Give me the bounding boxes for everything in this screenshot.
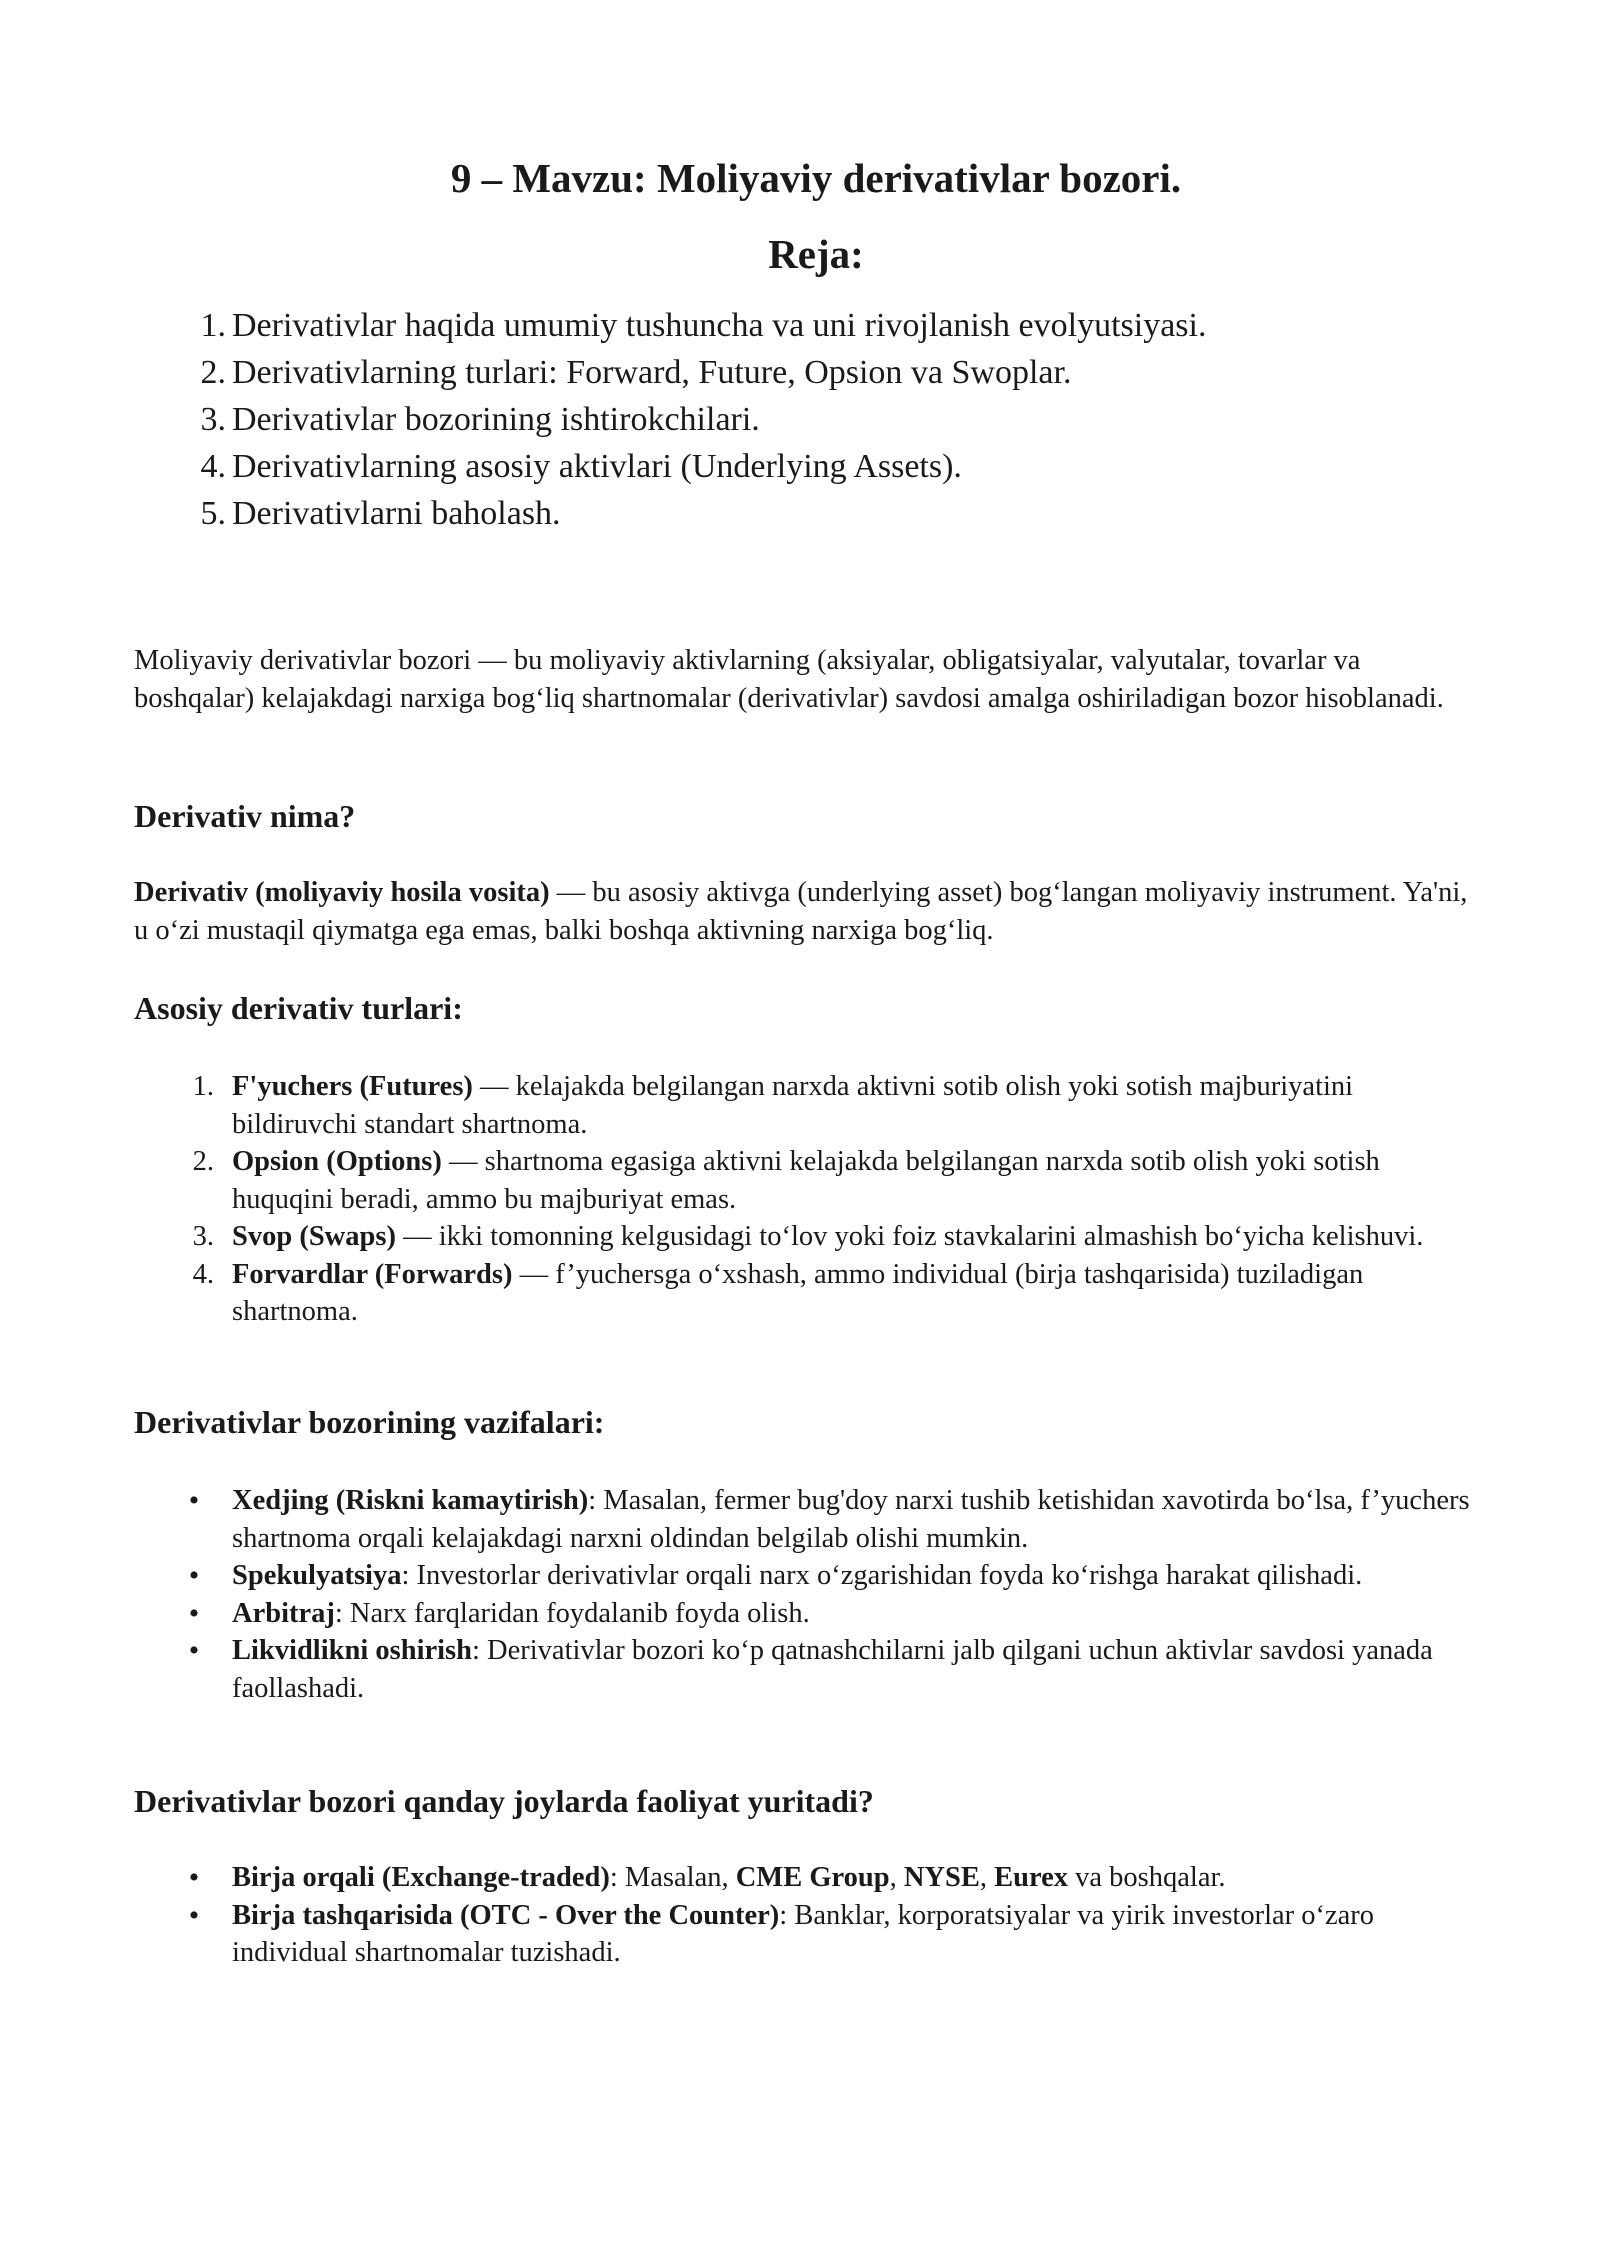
- list-item-text: — f’yuchersga o‘xshash, ammo individual (birja tashqarisida) tuziladigan shartnoma.: [232, 1258, 1364, 1327]
- list-item-text: : Masalan, fermer bug'doy narxi tushib ketishidan xavotirda bo‘lsa, f’yuchers shartnoma orqali kelajakdagi narxni oldindan belgilab olishi mumkin.: [232, 1485, 1470, 1554]
- section-heading-venues: Derivativlar bozori qanday joylarda faoliyat yuritadi?: [134, 1783, 874, 1819]
- plan-item-number: 4.: [200, 448, 226, 485]
- types-list: [134, 1068, 1474, 1331]
- list-item-number: 2.: [192, 1146, 214, 1177]
- plan-item-text: Derivativlarning asosiy aktivlari (Underlying Assets).: [232, 448, 962, 485]
- definition-text: — bu asosiy aktivga (underlying asset) bog‘langan moliyaviy instrument. Ya'ni, u o‘zi mustaqil qiymatga ega emas, balki boshqa aktivning narxiga bog‘liq.: [134, 877, 1468, 946]
- plan-list: [150, 302, 1206, 537]
- list-item: [134, 1595, 1474, 1633]
- venues-list: [134, 1859, 1474, 1972]
- list-item: [134, 1068, 1474, 1143]
- separator: ,: [889, 1862, 904, 1893]
- definition-paragraph: [134, 874, 1474, 949]
- list-item-text: : Masalan,: [609, 1862, 736, 1893]
- exchange-name: Eurex: [994, 1862, 1069, 1893]
- plan-item: [150, 396, 1206, 443]
- list-item: [134, 1897, 1474, 1972]
- list-item: [134, 1632, 1474, 1707]
- plan-item-number: 5.: [200, 495, 226, 532]
- plan-item-text: Derivativlarning turlari: Forward, Future, Opsion va Swoplar.: [232, 354, 1072, 391]
- list-item-term: Forvardlar (Forwards): [232, 1258, 513, 1290]
- list-item-term: Svop (Swaps): [232, 1221, 396, 1252]
- plan-item-number: 1.: [200, 307, 226, 344]
- section-heading-types: Asosiy derivativ turlari:: [134, 990, 463, 1026]
- list-item: [134, 1557, 1474, 1595]
- plan-item-text: Derivativlar bozorining ishtirokchilari.: [232, 401, 760, 438]
- separator: ,: [979, 1862, 995, 1893]
- plan-item-text: Derivativlar haqida umumiy tushuncha va uni rivojlanish evolyutsiyasi.: [232, 307, 1207, 344]
- list-item-number: 3.: [192, 1221, 214, 1252]
- plan-item: [150, 302, 1206, 349]
- list-item-term: Arbitraj: [232, 1597, 335, 1629]
- bullet-icon: •: [188, 1484, 200, 1517]
- exchange-name: CME Group: [735, 1862, 890, 1893]
- bullet-icon: •: [188, 1559, 200, 1592]
- plan-item: [150, 349, 1206, 396]
- plan-item-text: Derivativlarni baholash.: [232, 495, 561, 532]
- section-heading-functions: Derivativlar bozorining vazifalari:: [134, 1404, 605, 1440]
- list-item: [134, 1218, 1474, 1256]
- list-item-text: : Banklar, korporatsiyalar va yirik investorlar o‘zaro individual shartnomalar tuzishadi.: [232, 1899, 1375, 1968]
- plan-item: [150, 490, 1206, 537]
- list-item-term: Spekulyatsiya: [232, 1560, 402, 1591]
- functions-list: [134, 1482, 1474, 1707]
- definition-term: Derivativ (moliyaviy hosila vosita): [134, 877, 550, 908]
- list-item-text: — shartnoma egasiga aktivni kelajakda belgilangan narxda sotib olish yoki sotish huquqini beradi, ammo bu majburiyat emas.: [232, 1146, 1380, 1215]
- intro-paragraph: Moliyaviy derivativlar bozori — bu moliyaviy aktivlarning (aksiyalar, obligatsiyalar, valyutalar, tovarlar va boshqalar) kelajakdagi narxiga bog‘liq shartnomalar (derivativlar) savdosi amalga oshiriladigan bozor hisoblanadi.: [134, 645, 1444, 714]
- bullet-icon: •: [188, 1861, 200, 1894]
- list-item-term: Birja tashqarisida (OTC - Over the Counter): [232, 1899, 780, 1931]
- list-item-term: Opsion (Options): [232, 1146, 442, 1177]
- bullet-icon: •: [188, 1596, 200, 1630]
- list-item-number: 1.: [192, 1071, 214, 1102]
- list-item-text: : Derivativlar bozori ko‘p qatnashchilarni jalb qilgani uchun aktivlar savdosi yanada faollashadi.: [232, 1635, 1433, 1704]
- plan-heading: Reja:: [768, 231, 864, 277]
- plan-item-number: 2.: [200, 354, 226, 391]
- list-item-term: Birja orqali (Exchange-traded): [232, 1862, 610, 1893]
- document-title: 9 – Mavzu: Moliyaviy derivativlar bozori.: [450, 155, 1182, 201]
- list-item-text: : Investorlar derivativlar orqali narx o‘zgarishidan foyda ko‘rishga harakat qilishadi.: [401, 1560, 1363, 1591]
- list-item: [134, 1256, 1474, 1331]
- list-item: [134, 1143, 1474, 1218]
- exchange-name: NYSE: [903, 1862, 980, 1893]
- list-item: [134, 1859, 1474, 1897]
- list-item-text: va boshqalar.: [1068, 1862, 1226, 1893]
- list-item-text: — kelajakda belgilangan narxda aktivni sotib olish yoki sotish majburiyatini bildiruvchi standart shartnoma.: [232, 1071, 1354, 1140]
- bullet-icon: •: [188, 1634, 200, 1667]
- list-item-text: : Narx farqlaridan foydalanib foyda olish.: [334, 1597, 810, 1629]
- list-item-number: 4.: [192, 1258, 214, 1290]
- section-heading-what: Derivativ nima?: [134, 798, 356, 834]
- plan-item-number: 3.: [200, 401, 226, 438]
- plan-item: [150, 443, 1206, 490]
- bullet-icon: •: [188, 1898, 200, 1932]
- list-item-text: — ikki tomonning kelgusidagi to‘lov yoki foiz stavkalarini almashish bo‘yicha kelishuvi.: [395, 1221, 1424, 1252]
- list-item-term: F'yuchers (Futures): [232, 1071, 473, 1102]
- list-item-term: Xedjing (Riskni kamaytirish): [232, 1485, 589, 1516]
- list-item-term: Likvidlikni oshirish: [232, 1635, 472, 1666]
- list-item: [134, 1482, 1474, 1557]
